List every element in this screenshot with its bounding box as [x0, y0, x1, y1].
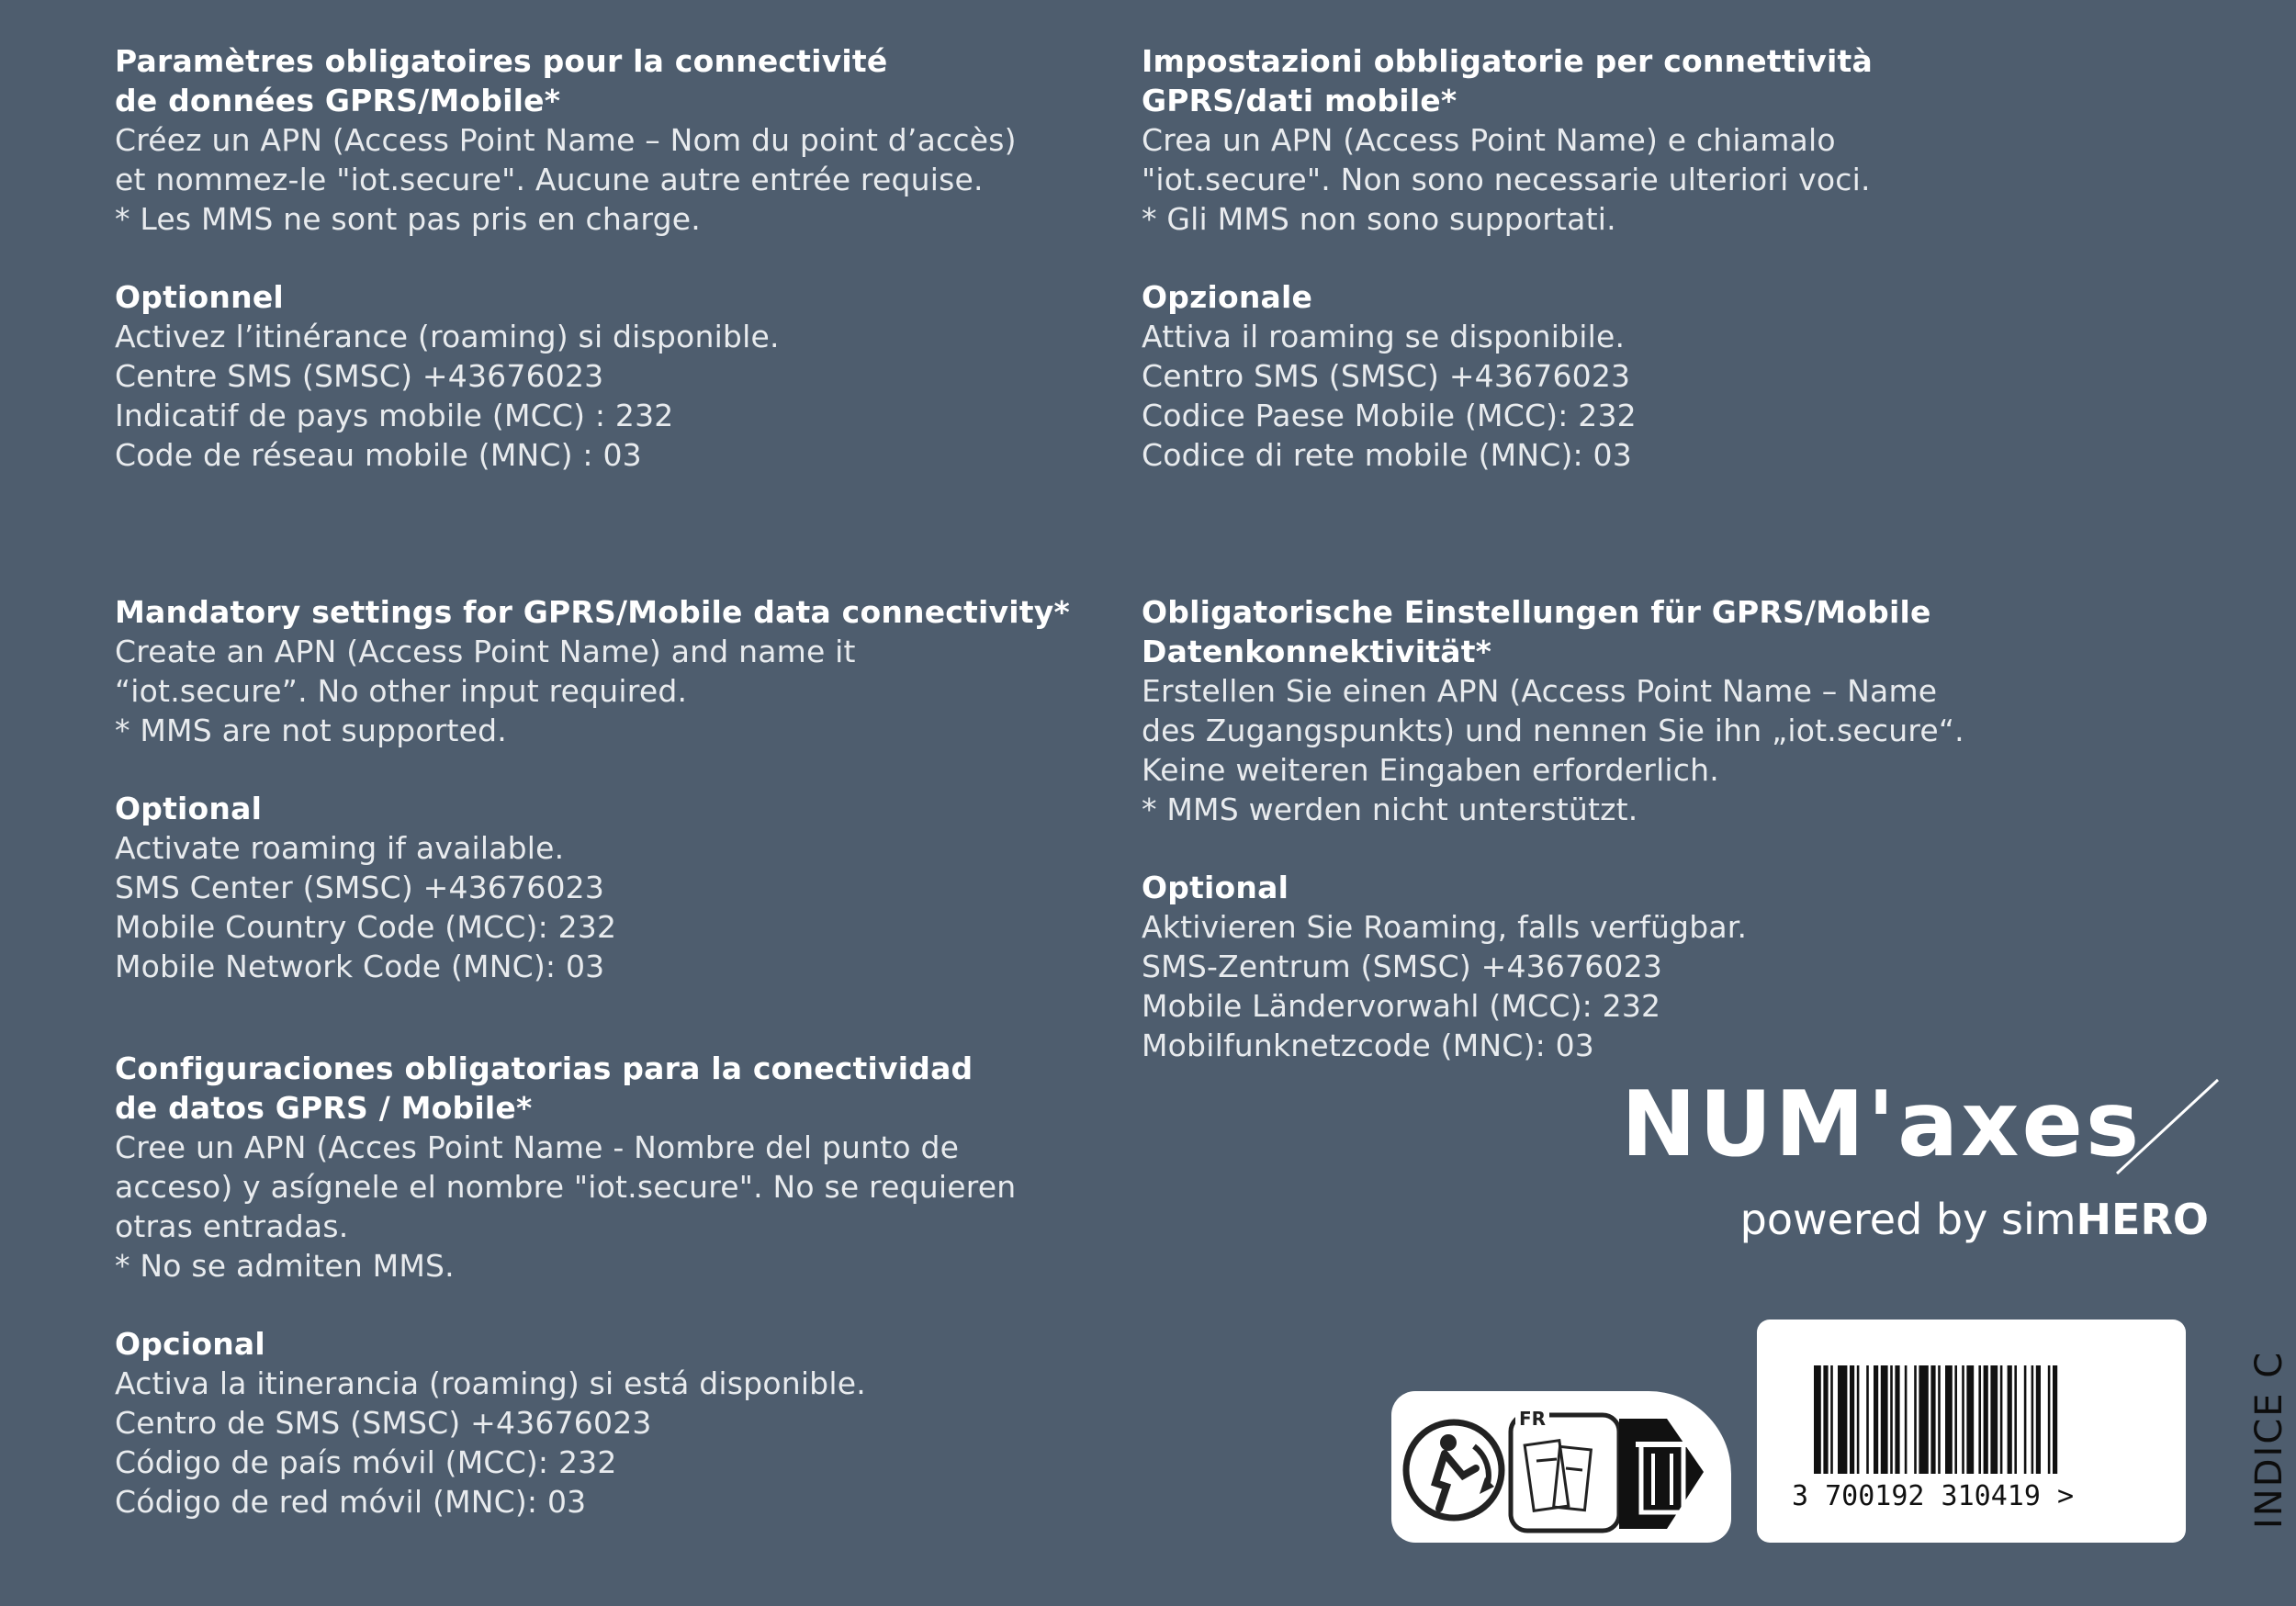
section-heading: de datos GPRS / Mobile*: [115, 1090, 533, 1126]
optional-line: Code de réseau mobile (MNC) : 03: [115, 437, 642, 473]
optional-line: Código de país móvil (MCC): 232: [115, 1444, 617, 1480]
optional-line: Centre SMS (SMSC) +43676023: [115, 358, 604, 394]
logo-powered-by: [1740, 1194, 2209, 1245]
optional-line: Mobilfunknetzcode (MNC): 03: [1142, 1028, 1595, 1063]
section-heading: Configuraciones obligatorias para la conectividad: [115, 1050, 974, 1086]
barcode-label: [1757, 1320, 2186, 1543]
optional-line: Aktivieren Sie Roaming, falls verfügbar.: [1142, 909, 1748, 945]
optional-line: Codice Paese Mobile (MCC): 232: [1142, 398, 1637, 433]
simhero-hero: HERO: [2076, 1195, 2209, 1244]
optional-line: Activez l’itinérance (roaming) si disponible.: [115, 319, 780, 354]
barcode-digits: 3 700192 310419 >: [1792, 1480, 2075, 1512]
optional-line: Código de red móvil (MNC): 03: [115, 1484, 587, 1520]
recycling-icon: [1391, 1391, 1731, 1543]
optional-line: Mobile Ländervorwahl (MCC): 232: [1142, 988, 1661, 1024]
section-body-line: "iot.secure". Non sono necessarie ulteriori voci.: [1142, 162, 1871, 197]
spacer: [1142, 239, 1873, 277]
optional-heading: Optional: [1142, 870, 1289, 905]
triman-recycling-label: [1391, 1391, 1731, 1543]
section-body-line: * MMS are not supported.: [115, 713, 508, 748]
spacer: [115, 750, 1070, 789]
powered-by-text: powered by: [1739, 1195, 1988, 1244]
section-body-line: Cree un APN (Acces Point Name - Nombre del punto de: [115, 1129, 960, 1165]
section-heading: Obligatorische Einstellungen für GPRS/Mobile: [1142, 594, 1931, 630]
optional-line: Codice di rete mobile (MNC): 03: [1142, 437, 1632, 473]
section-body-line: Créez un APN (Access Point Name – Nom du point d’accès): [115, 122, 1017, 158]
optional-heading: Opzionale: [1142, 279, 1313, 315]
section-body-line: * No se admiten MMS.: [115, 1248, 455, 1284]
optional-line: Mobile Network Code (MNC): 03: [115, 949, 605, 984]
logo-swoosh-icon: [2080, 1074, 2227, 1185]
section-heading: Mandatory settings for GPRS/Mobile data connectivity*: [115, 594, 1070, 630]
indice-label: INDICE C: [2248, 1350, 2290, 1529]
section-heading: de données GPRS/Mobile*: [115, 83, 561, 118]
optional-line: Activate roaming if available.: [115, 830, 565, 866]
section-body-line: Crea un APN (Access Point Name) e chiamalo: [1142, 122, 1836, 158]
section-body-line: otras entradas.: [115, 1208, 349, 1244]
simhero-sim: sim: [2000, 1195, 2077, 1244]
optional-heading: Optionnel: [115, 279, 284, 315]
section-body-line: Create an APN (Access Point Name) and name it: [115, 634, 856, 669]
optional-line: Indicatif de pays mobile (MCC) : 232: [115, 398, 674, 433]
triman-country: FR: [1515, 1408, 1549, 1430]
section-body-line: des Zugangspunkts) und nennen Sie ihn „iot.secure“.: [1142, 713, 1964, 748]
section-german: [1142, 592, 1964, 1065]
section-heading: Impostazioni obbligatorie per connettività: [1142, 43, 1873, 79]
section-heading: GPRS/dati mobile*: [1142, 83, 1458, 118]
optional-line: Centro de SMS (SMSC) +43676023: [115, 1405, 652, 1441]
section-english: [115, 592, 1070, 986]
section-body-line: et nommez-le "iot.secure". Aucune autre entrée requise.: [115, 162, 984, 197]
section-body-line: Keine weiteren Eingaben erforderlich.: [1142, 752, 1719, 788]
optional-heading: Opcional: [115, 1326, 265, 1362]
section-body-line: acceso) y asígnele el nombre "iot.secure". No se requieren: [115, 1169, 1017, 1205]
optional-line: SMS-Zentrum (SMSC) +43676023: [1142, 949, 1663, 984]
optional-line: SMS Center (SMSC) +43676023: [115, 870, 605, 905]
numaxes-logo: [1621, 1074, 2227, 1258]
optional-heading: Optional: [115, 791, 263, 826]
spacer: [115, 1286, 1016, 1324]
section-heading: Paramètres obligatoires pour la connectivité: [115, 43, 888, 79]
section-body-line: * MMS werden nicht unterstützt.: [1142, 792, 1638, 827]
section-body-line: * Gli MMS non sono supportati.: [1142, 201, 1616, 237]
logo-wordmark: NUM'axes: [1621, 1073, 2143, 1177]
optional-line: Attiva il roaming se disponibile.: [1142, 319, 1626, 354]
section-body-line: * Les MMS ne sont pas pris en charge.: [115, 201, 701, 237]
optional-line: Mobile Country Code (MCC): 232: [115, 909, 617, 945]
spacer: [115, 239, 1017, 277]
section-spanish: [115, 1049, 1016, 1522]
section-french: [115, 41, 1017, 475]
section-heading: Datenkonnektivität*: [1142, 634, 1492, 669]
section-italian: [1142, 41, 1873, 475]
spacer: [1142, 829, 1964, 868]
section-body-line: “iot.secure”. No other input required.: [115, 673, 688, 709]
optional-line: Activa la itinerancia (roaming) si está disponible.: [115, 1365, 866, 1401]
section-body-line: Erstellen Sie einen APN (Access Point Name – Name: [1142, 673, 1938, 709]
optional-line: Centro SMS (SMSC) +43676023: [1142, 358, 1631, 394]
